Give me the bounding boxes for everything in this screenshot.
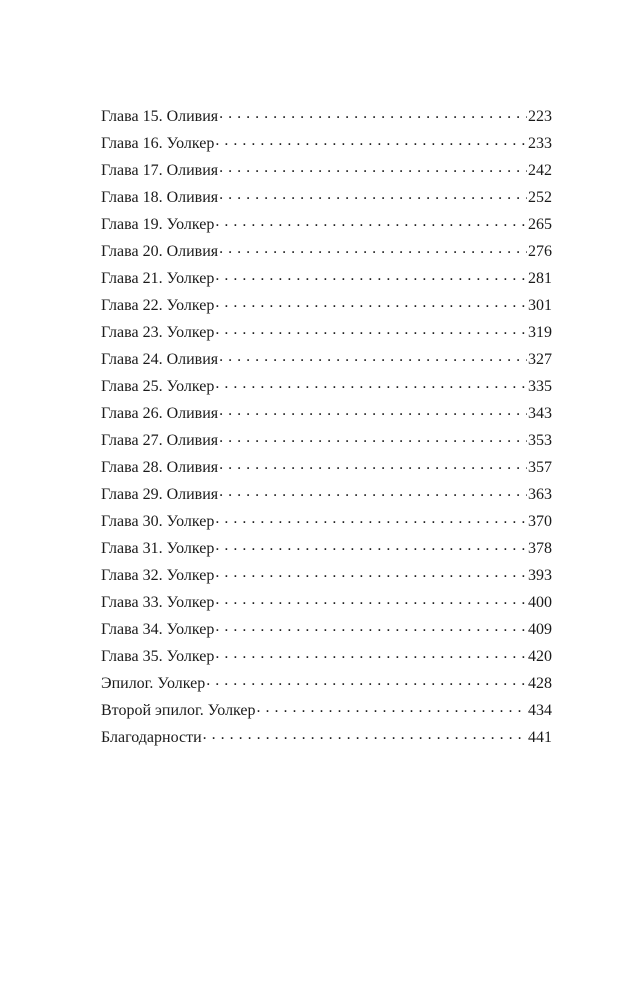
toc-entry-title: Глава 20. Оливия <box>101 243 219 260</box>
dot-leader <box>219 181 527 208</box>
toc-entry-title: Глава 23. Уолкер <box>101 324 215 341</box>
toc-entry-title: Глава 21. Уолкер <box>101 270 215 287</box>
dot-leader <box>215 208 527 235</box>
toc-entry-title: Глава 19. Уолкер <box>101 216 215 233</box>
toc-entry <box>101 238 552 265</box>
toc-entry-title: Глава 22. Уолкер <box>101 297 215 314</box>
toc-entry <box>101 157 552 184</box>
toc-entry <box>101 319 552 346</box>
dot-leader <box>219 154 527 181</box>
toc-entry-title: Глава 28. Оливия <box>101 459 219 476</box>
toc-entry <box>101 400 552 427</box>
toc-entry-page: 420 <box>528 648 552 665</box>
toc-entry-title: Глава 24. Оливия <box>101 351 219 368</box>
toc-entry-title: Глава 15. Оливия <box>101 108 219 125</box>
toc-entry-page: 335 <box>528 378 552 395</box>
toc-entry-title: Глава 26. Оливия <box>101 405 219 422</box>
dot-leader <box>215 316 527 343</box>
dot-leader <box>219 451 527 478</box>
toc-entry <box>101 103 552 130</box>
toc-entry-page: 319 <box>528 324 552 341</box>
toc-entry <box>101 535 552 562</box>
dot-leader <box>215 532 527 559</box>
toc-entry <box>101 346 552 373</box>
toc-entry <box>101 265 552 292</box>
toc-entry-page: 441 <box>528 729 552 746</box>
toc-entry-title: Глава 25. Уолкер <box>101 378 215 395</box>
toc-entry <box>101 724 552 751</box>
dot-leader <box>219 478 527 505</box>
toc-entry <box>101 670 552 697</box>
dot-leader <box>215 559 527 586</box>
toc-entry <box>101 184 552 211</box>
dot-leader <box>219 397 527 424</box>
toc-entry-page: 393 <box>528 567 552 584</box>
toc-entry <box>101 481 552 508</box>
toc-entry <box>101 373 552 400</box>
toc-entry-title: Глава 34. Уолкер <box>101 621 215 638</box>
toc-entry-page: 400 <box>528 594 552 611</box>
dot-leader <box>215 370 527 397</box>
toc-entry <box>101 643 552 670</box>
toc-entry-page: 281 <box>528 270 552 287</box>
dot-leader <box>219 343 527 370</box>
toc-entry-page: 327 <box>528 351 552 368</box>
dot-leader <box>215 262 527 289</box>
toc-entry-page: 276 <box>528 243 552 260</box>
toc-entry-title: Глава 33. Уолкер <box>101 594 215 611</box>
dot-leader <box>215 289 527 316</box>
toc-entry-page: 409 <box>528 621 552 638</box>
toc-entry <box>101 427 552 454</box>
toc-entry-page: 343 <box>528 405 552 422</box>
toc-entry-title: Глава 30. Уолкер <box>101 513 215 530</box>
dot-leader <box>219 100 527 127</box>
toc-entry-title: Глава 18. Оливия <box>101 189 219 206</box>
toc-entry-page: 242 <box>528 162 552 179</box>
toc-entry-page: 434 <box>528 702 552 719</box>
toc-entry-page: 252 <box>528 189 552 206</box>
toc-entry-title: Глава 29. Оливия <box>101 486 219 503</box>
toc-entry-page: 223 <box>528 108 552 125</box>
toc-entry <box>101 292 552 319</box>
toc-entry <box>101 616 552 643</box>
toc-entry-page: 301 <box>528 297 552 314</box>
dot-leader <box>215 613 527 640</box>
dot-leader <box>206 667 527 694</box>
toc-entry-page: 265 <box>528 216 552 233</box>
dot-leader <box>215 586 527 613</box>
toc-entry-title: Глава 35. Уолкер <box>101 648 215 665</box>
toc-entry <box>101 130 552 157</box>
dot-leader <box>215 640 527 667</box>
toc-entry-page: 370 <box>528 513 552 530</box>
dot-leader <box>219 424 527 451</box>
toc-entry-page: 363 <box>528 486 552 503</box>
dot-leader <box>215 127 527 154</box>
toc-entry-title: Эпилог. Уолкер <box>101 675 206 692</box>
toc-entry-page: 233 <box>528 135 552 152</box>
toc-entry-title: Благодарности <box>101 729 202 746</box>
toc-entry-title: Глава 27. Оливия <box>101 432 219 449</box>
dot-leader <box>203 721 527 748</box>
toc-entry <box>101 589 552 616</box>
dot-leader <box>215 505 527 532</box>
toc-entry <box>101 508 552 535</box>
toc-entry <box>101 562 552 589</box>
toc-entry-page: 353 <box>528 432 552 449</box>
toc-entry-title: Глава 16. Уолкер <box>101 135 215 152</box>
toc-entry-page: 378 <box>528 540 552 557</box>
toc-entry-title: Глава 32. Уолкер <box>101 567 215 584</box>
toc-entry-page: 357 <box>528 459 552 476</box>
toc-entry-page: 428 <box>528 675 552 692</box>
dot-leader <box>257 694 527 721</box>
toc-entry <box>101 697 552 724</box>
toc-entry-title: Глава 17. Оливия <box>101 162 219 179</box>
toc-entry <box>101 454 552 481</box>
dot-leader <box>219 235 527 262</box>
toc-entry-title: Глава 31. Уолкер <box>101 540 215 557</box>
toc-entry-title: Второй эпилог. Уолкер <box>101 702 256 719</box>
toc-entry <box>101 211 552 238</box>
table-of-contents <box>101 103 552 751</box>
